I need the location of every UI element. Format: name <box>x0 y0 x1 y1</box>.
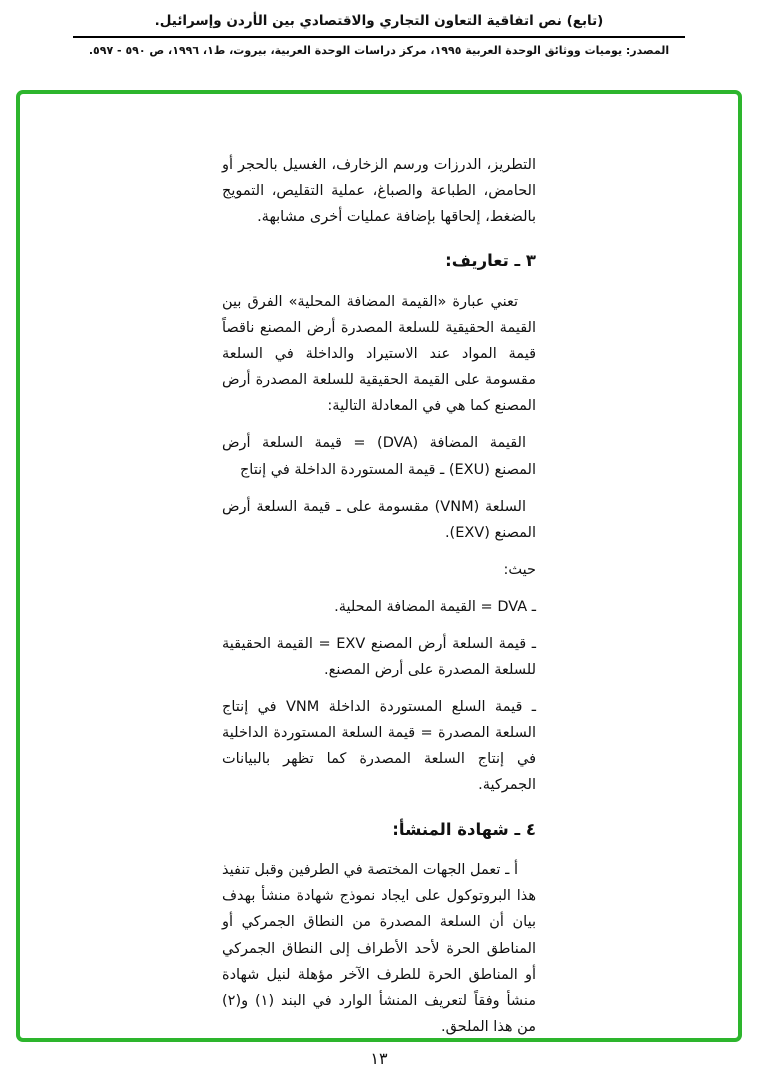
continuation-paragraph: التطريز، الدرزات ورسم الزخارف، الغسيل بالحجر أو الحامض، الطباعة والصباغ، عملية التقليص، التمويج بالضغط، إلحاقها بإضافة عمليات أخرى مشابهة. <box>222 157 536 226</box>
where-label: حيث: <box>503 561 536 578</box>
document-source: المصدر: يوميات ووثائق الوحدة العربية ١٩٩٥، مركز دراسات الوحدة العربية، بيروت، ط١، ١٩٩٦، ص ٥٩٠ - ٥٩٧. <box>88 44 670 57</box>
definition-exv: ـ قيمة السلعة أرض المصنع EXV = القيمة الحقيقية للسلعة المصدرة على أرض المصنع. <box>222 636 536 679</box>
definitions-intro-paragraph: تعني عبارة «القيمة المضافة المحلية» الفرق بين القيمة الحقيقية للسلعة المصدرة أرض المصنع ناقصاً قيمة المواد عند الاستيراد والداخلة في السلعة مقسومة على القيمة الحقيقية للسلعة المصدرة أرض المصنع كما هي في المعادلة التالية: <box>222 293 536 415</box>
equation-line-1: القيمة المضافة (DVA) = قيمة السلعة أرض المصنع (EXU) ـ قيمة المستوردة الداخلة في إنتاج <box>222 435 536 478</box>
document-title: (تابع) نص اتفاقية التعاون التجاري والاقتصادي بين الأردن وإسرائيل. <box>154 13 604 29</box>
definition-vnm: ـ قيمة السلع المستوردة الداخلة VNM في إنتاج السلعة المصدرة = قيمة السلعة المستوردة الداخلية في إنتاج السلعة المصدرة كما تظهر بالبيانات الجمركية. <box>222 699 537 794</box>
section-heading-certificate-of-origin: ٤ ـ شهادة المنشأ: <box>392 819 536 839</box>
page-number: ١٣ <box>370 1049 388 1068</box>
document-header <box>0 0 758 57</box>
text-column <box>222 94 536 1040</box>
definition-dva: ـ DVA = القيمة المضافة المحلية. <box>334 598 536 615</box>
equation-line-2: السلعة (VNM) مقسومة على ـ قيمة السلعة أرض المصنع (EXV). <box>222 498 536 541</box>
header-divider <box>73 36 685 38</box>
certificate-of-origin-paragraph: أ ـ تعمل الجهات المختصة في الطرفين وقبل تنفيذ هذا البروتوكول على ايجاد نموذج شهادة منشأ بهدف بيان أن السلعة المصدرة من النطاق الجمركي أو المناطق الحرة لأحد الأطراف إلى النطاق الجمركي أو المناطق الحرة للطرف الآخر مؤهلة لنيل شهادة منشأ وفقاً لتعريف المنشأ الوارد في البند (١) و(٢) من هذا الملحق. <box>222 862 536 1035</box>
content-frame <box>16 90 742 1042</box>
section-heading-definitions: ٣ ـ تعاريف: <box>445 251 536 271</box>
